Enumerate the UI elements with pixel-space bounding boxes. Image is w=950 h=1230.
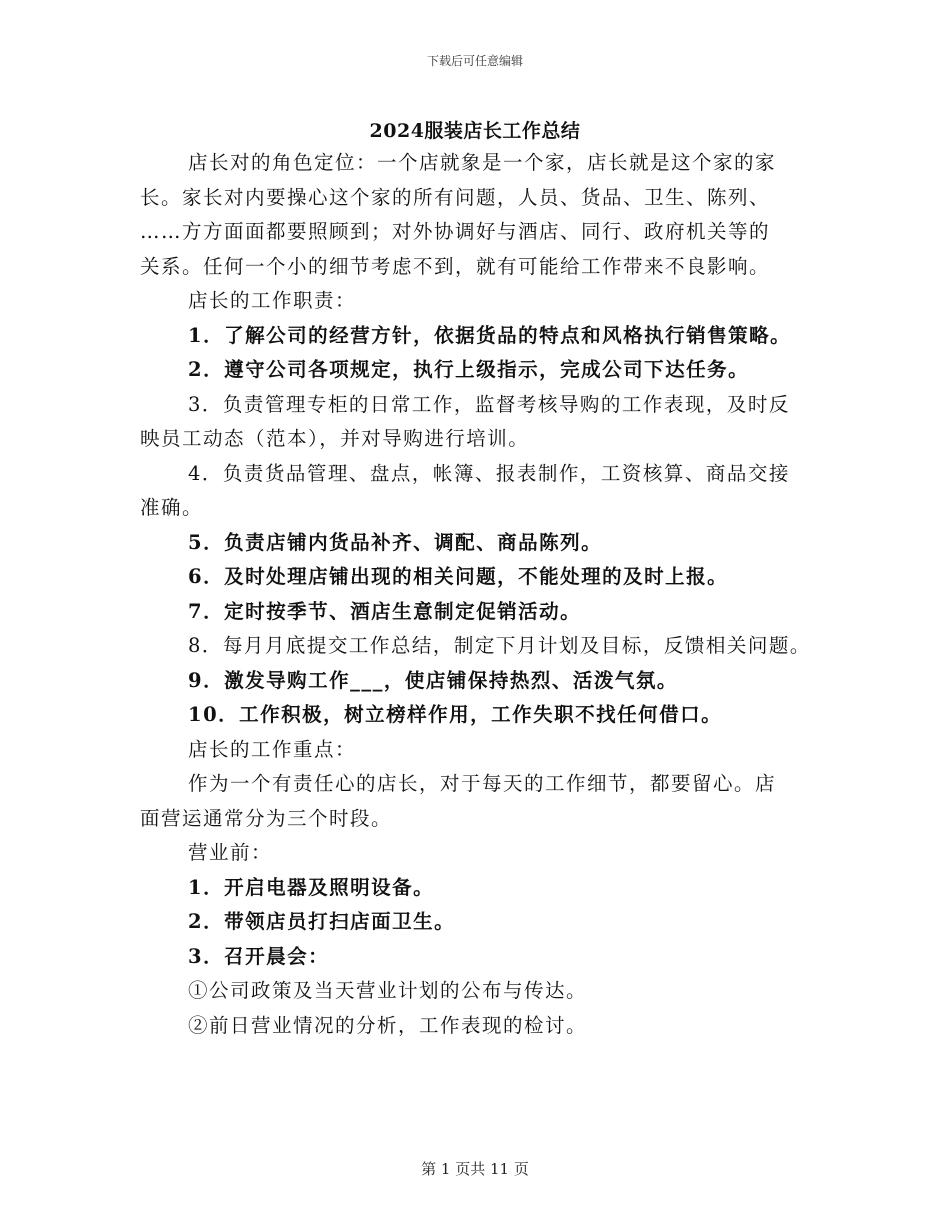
duty-item: 10．工作积极，树立榜样作用，工作失职不找任何借口。 <box>188 703 723 726</box>
duty-item: 8．每月月底提交工作总结，制定下月计划及目标，反馈相关问题。 <box>188 634 811 657</box>
duty-item: 1．了解公司的经营方针，依据货品的特点和风格执行销售策略。 <box>188 323 792 347</box>
task-item: 2．带领店员打扫店面卫生。 <box>188 910 456 933</box>
task-item: 3．召开晨会： <box>188 944 330 968</box>
section-heading-before-business: 营业前： <box>188 841 273 864</box>
paragraph-line: 长。家长对内要操心这个家的所有问题，人员、货品、卫生、陈列、 <box>140 185 771 209</box>
paragraph-line: 面营运通常分为三个时段。 <box>140 806 393 830</box>
duty-item-continuation: 映员工动态（范本），并对导购进行培训。 <box>140 427 530 450</box>
paragraph-line: ……方方面面都要照顾到；对外协调好与酒店、同行、政府机关等的 <box>140 220 771 243</box>
paragraph-line: 作为一个有责任心的店长，对于每天的工作细节，都要留心。店 <box>188 772 777 795</box>
meeting-item: ②前日营业情况的分析，工作表现的检讨。 <box>188 1013 588 1037</box>
section-heading-duties: 店长的工作职责： <box>188 289 357 312</box>
duty-item: 9．激发导购工作___，使店铺保持热烈、活泼气氛。 <box>188 668 678 692</box>
duty-item: 7．定时按季节、酒店生意制定促销活动。 <box>188 599 582 623</box>
duty-item: 3．负责管理专柜的日常工作，监督考核导购的工作表现，及时反 <box>188 392 790 416</box>
section-heading-focus: 店长的工作重点： <box>188 737 357 761</box>
meeting-item: ①公司政策及当天营业计划的公布与传达。 <box>188 979 588 1002</box>
duty-item: 4．负责货品管理、盘点，帐簿、报表制作，工资核算、商品交接 <box>188 461 790 485</box>
page-header-note: 下载后可任意编辑 <box>426 54 523 68</box>
duty-item: 2．遵守公司各项规定，执行上级指示，完成公司下达任务。 <box>188 358 750 381</box>
duty-item-continuation: 准确。 <box>140 496 204 519</box>
page-number: 第 1 页共 11 页 <box>421 1160 529 1178</box>
duty-item: 6．及时处理店铺出现的相关问题，不能处理的及时上报。 <box>188 565 729 588</box>
duty-item: 5．负责店铺内货品补齐、调配、商品陈列。 <box>188 530 603 554</box>
document-body <box>140 146 820 1043</box>
document-title: 2024服装店长工作总结 <box>369 120 581 142</box>
paragraph-line: 店长对的角色定位：一个店就象是一个家，店长就是这个家的家 <box>188 151 777 174</box>
paragraph-line: 关系。任何一个小的细节考虑不到，就有可能给工作带来不良影响。 <box>140 254 771 278</box>
task-item: 1．开启电器及照明设备。 <box>188 875 435 899</box>
